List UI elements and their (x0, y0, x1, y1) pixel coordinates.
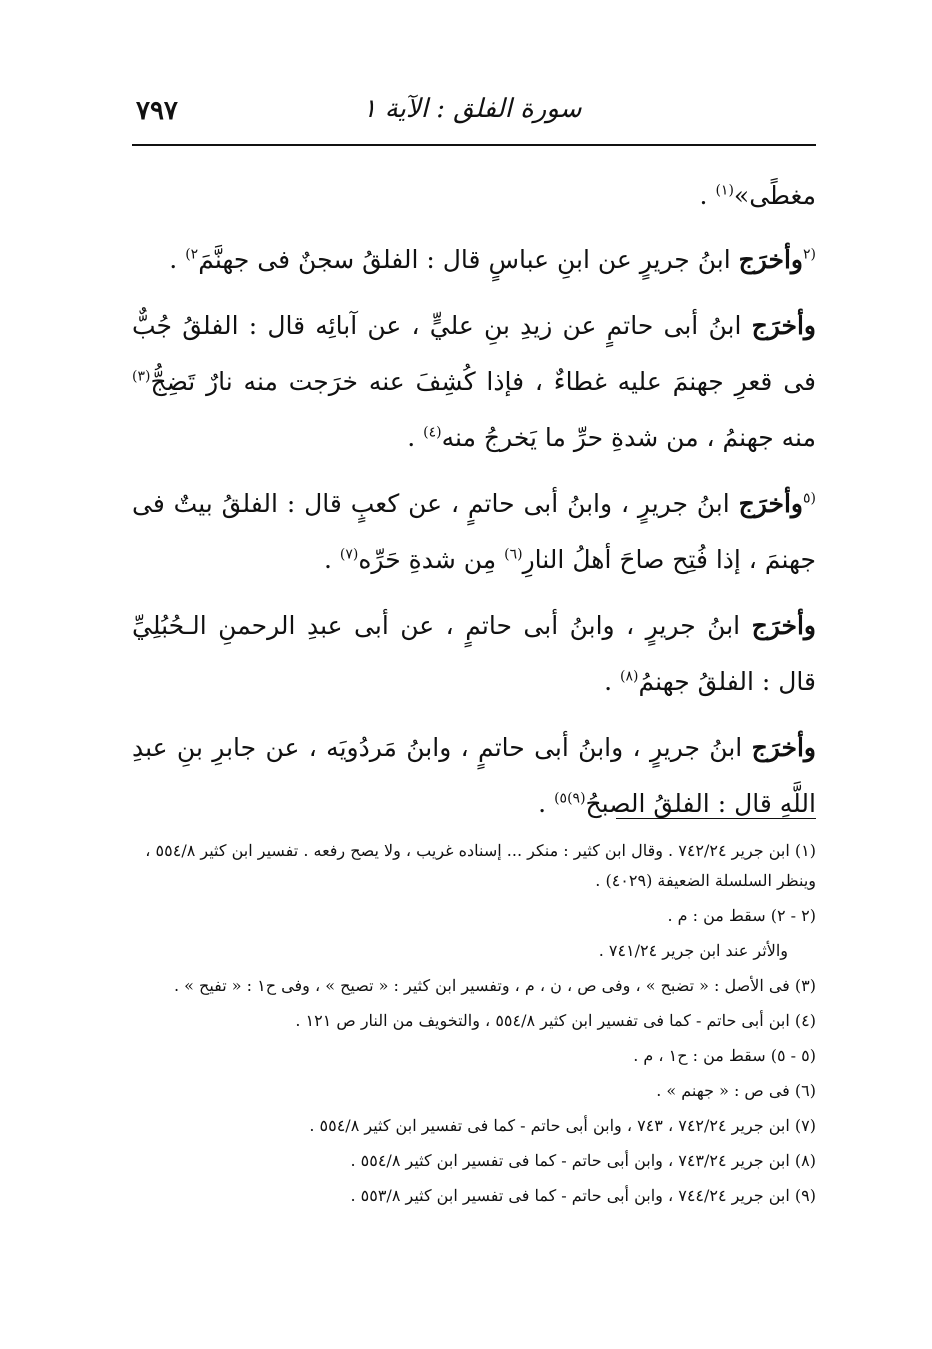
paragraph-4-text-2: مِن شدةِ حَرِّه (358, 545, 505, 574)
paragraph-5-lead: وأخرَج (751, 611, 816, 640)
paragraph-6-text: ابنُ جريرٍ ، وابنُ أبى حاتمٍ ، وابنُ مَردُويَه ، عن جابرِ بنِ عبدِ اللَّهِ قال : الفلقُ الصبحُ (132, 733, 816, 818)
paragraph-3-text-2: منه جهنمُ ، من شدةِ حرِّ ما يَخرجُ منه (441, 423, 816, 452)
paragraph-2-text: ابنُ جريرٍ عن ابنِ عباسٍ قال : الفلقُ سجنٌ فى جهنَّمَ (198, 245, 739, 274)
footnotes (132, 836, 816, 1216)
footnote-5: (٥ - ٥) سقط من : ح١ ، م . (633, 1046, 816, 1065)
main-text (132, 168, 816, 842)
footnote-ref-7: (٧) (339, 546, 359, 563)
paragraph-3-end: . (407, 423, 424, 452)
footnote-ref-4: (٤) (423, 424, 442, 441)
paragraph-5 (132, 598, 816, 710)
paragraph-6-lead: وأخرَج (751, 733, 816, 762)
paragraph-4-lead: وأخرَج (738, 489, 803, 518)
footnote-ref-3: (٣) (132, 368, 151, 385)
paragraph-2 (132, 232, 816, 288)
paragraph-1 (132, 168, 816, 224)
paragraph-4-text-1: ابنُ جريرٍ ، وابنُ أبى حاتمٍ ، عن كعبٍ قال : الفلقُ بيتٌ فى جهنمَ ، إذا فُتِح صاحَ أهلُ النارِ (132, 489, 816, 574)
footnote-2-source: والأثر عند ابن جرير ٧٤١/٢٤ . (598, 941, 788, 960)
paragraph-6-end: . (538, 789, 555, 818)
paragraph-3 (132, 298, 816, 466)
footnote-8: (٨) ابن جرير ٧٤٣/٢٤ ، وابن أبى حاتم - كما فى تفسير ابن كثير ٥٥٤/٨ . (350, 1151, 816, 1170)
running-title: سورة الفلق : الآية ١ (362, 94, 582, 124)
footnote-4: (٤) ابن أبى حاتم - كما فى تفسير ابن كثير ٥٥٤/٨ ، والتخويف من النار ص ١٢١ . (295, 1011, 816, 1030)
footnote-3: (٣) فى الأصل : « تضبح » ، وفى ص ، ن ، م ، وتفسير ابن كثير : « تصيح » ، وفى ح١ : « تفيح » . (173, 976, 816, 995)
page-header (130, 88, 814, 134)
paragraph-5-text: ابنُ جريرٍ ، وابنُ أبى حاتمٍ ، عن أبى عبدِ الرحمنِ الـحُبُلِيِّ قال : الفلقُ جهنمُ (132, 611, 816, 696)
footnote-ref-2-open: (٢ (803, 246, 816, 263)
footnote-ref-1: (١) (715, 182, 734, 199)
paragraph-1-end: . (699, 181, 716, 210)
paragraph-5-end: . (604, 667, 621, 696)
footnote-ref-2-close: ٢) (185, 246, 199, 263)
footnote-divider (616, 818, 816, 819)
paragraph-3-text-1: ابنُ أبى حاتمٍ عن زيدِ بنِ عليٍّ ، عن آبائِه قال : الفلقُ جُبٌّ فى قعرِ جهنمَ عليه غطاءٌ ، فإذا كُشِفَ عنه خرَجت منه نارٌ تَضِجُّ (132, 311, 816, 396)
header-rule (132, 144, 816, 146)
paragraph-3-lead: وأخرَج (751, 311, 816, 340)
footnote-1: (١) ابن جرير ٧٤٢/٢٤ . وقال ابن كثير : منكر ... إسناده غريب ، ولا يصح رفعه . تفسير ابن كثير ٥٥٤/٨ ، وينظر السلسلة الضعيفة (٤٠٢٩) . (145, 841, 816, 890)
footnote-9: (٩) ابن جرير ٧٤٤/٢٤ ، وابن أبى حاتم - كما فى تفسير ابن كثير ٥٥٣/٨ . (350, 1186, 816, 1205)
paragraph-6 (132, 720, 816, 832)
footnote-ref-5-open: (٥ (803, 490, 816, 507)
paragraph-1-text: مغطًى» (733, 181, 816, 210)
footnote-7: (٧) ابن جرير ٧٤٢/٢٤ ، ٧٤٣ ، وابن أبى حاتم - كما فى تفسير ابن كثير ٥٥٤/٨ . (309, 1116, 816, 1135)
paragraph-4 (132, 476, 816, 588)
paragraph-2-lead: وأخرَج (738, 245, 803, 274)
paragraph-4-end: . (323, 545, 340, 574)
footnote-ref-9: (٩)٥) (554, 790, 586, 807)
footnote-ref-8: (٨) (620, 668, 639, 685)
footnote-6: (٦) فى ص : « جهنم » . (656, 1081, 816, 1100)
paragraph-2-end: . (169, 245, 186, 274)
page-number: ٧٩٧ (136, 96, 178, 126)
footnote-2: (٢ - ٢) سقط من : م . (667, 906, 816, 925)
footnote-ref-6: (٦) (504, 546, 523, 563)
